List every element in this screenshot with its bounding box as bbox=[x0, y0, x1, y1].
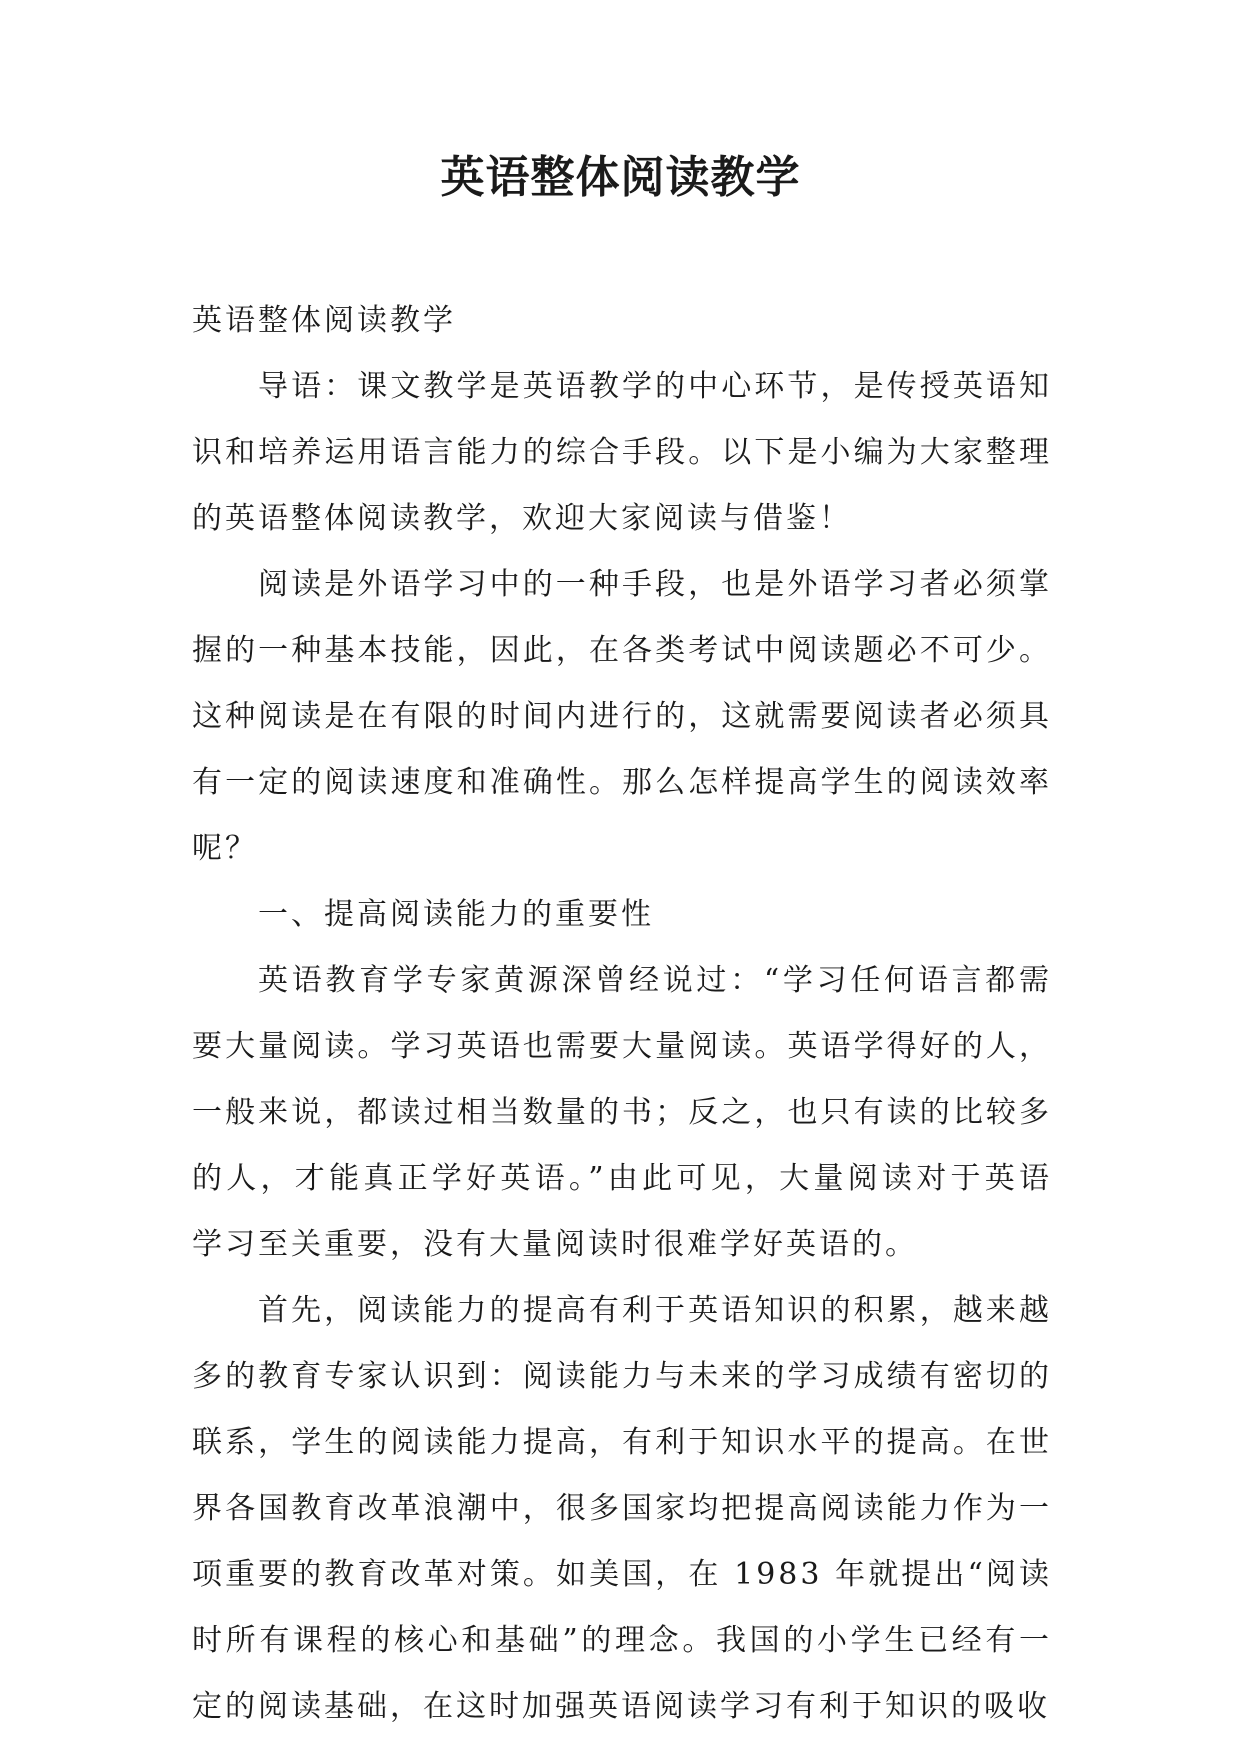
document-subtitle: 英语整体阅读教学 bbox=[192, 303, 456, 338]
paragraph-expert-quote: 英语教育学专家黄源深曾经说过：“学习任何语言都需要大量阅读。学习英语也需要大量阅读。英语学得好的人，一般来说，都读过相当数量的书；反之，也只有读的比较多的人，才能真正学好英语。”由此可见，大量阅读对于英语学习至关重要，没有大量阅读时很难学好英语的。 bbox=[192, 963, 1052, 1262]
paragraph-intro: 导语：课文教学是英语教学的中心环节，是传授英语知识和培养运用语言能力的综合手段。以下是小编为大家整理的英语整体阅读教学，欢迎大家阅读与借鉴！ bbox=[192, 369, 1052, 536]
paragraph-first-point: 首先，阅读能力的提高有利于英语知识的积累，越来越多的教育专家认识到：阅读能力与未来的学习成绩有密切的联系，学生的阅读能力提高，有利于知识水平的提高。在世界各国教育改革浪潮中，很多国家均把提高阅读能力作为一项重要的教育改革对策。如美国，在 1983 年就提出“阅读时所有课程的核心和基础”的理念。我国的小学生已经有一定的阅读基础，在这时加强英语阅读学习有利于知识的吸收 bbox=[192, 1293, 1052, 1724]
document-body bbox=[192, 288, 1052, 1740]
section-heading: 一、提高阅读能力的重要性 bbox=[258, 897, 654, 932]
paragraph-reading-skill: 阅读是外语学习中的一种手段，也是外语学习者必须掌握的一种基本技能，因此，在各类考试中阅读题必不可少。这种阅读是在有限的时间内进行的，这就需要阅读者必须具有一定的阅读速度和准确性。那么怎样提高学生的阅读效率呢？ bbox=[192, 567, 1052, 866]
document-title: 英语整体阅读教学 bbox=[440, 152, 801, 203]
